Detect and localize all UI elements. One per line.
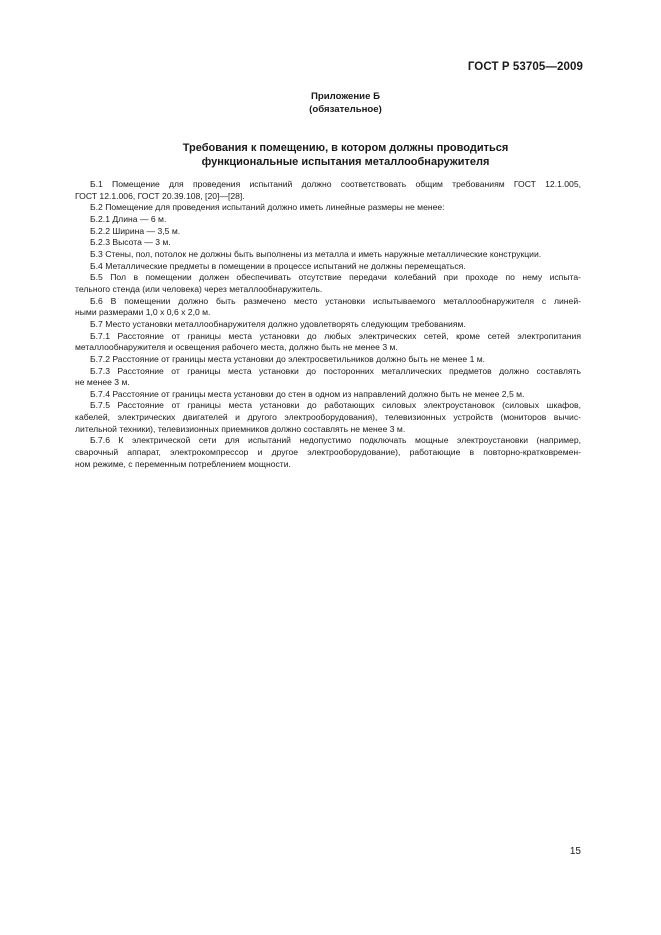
text-line: Б.7.6 К электрической сети для испытаний недопустимо подключать мощные электроустановки (например, [90,435,581,446]
paragraph-b2-3 [60,237,581,249]
page-number: 15 [569,846,581,857]
paragraph-b7-2 [60,354,581,366]
text-line: Б.5 Пол в помещении должен обеспечивать отсутствие передачи колебаний при проходе по нему испыта- [90,272,581,283]
text-line: ными размерами 1,0 х 0,6 х 2,0 м. [75,307,211,318]
text-line: кабелей, электрических двигателей и другого электрооборудования), телевизионных устройств (мониторов вычис- [75,412,581,423]
section-title-line-2: функциональные испытания металлообнаружителя [201,156,490,168]
text-line: Б.4 Металлические предметы в помещении в процессе испытаний не должны перемещаться. [90,260,466,271]
text-line: Б.3 Стены, пол, потолок не должны быть выполнены из металла и иметь наружные металлические конструкции. [90,248,542,259]
text-line: Б.7.1 Расстояние от границы места установки до любых электрических сетей, кроме сетей электропитания [90,330,581,341]
paragraph-b2-1 [60,214,581,226]
paragraph-b7-4 [60,389,581,401]
text-line: ГОСТ 12.1.006, ГОСТ 20.39.108, [20]—[28]. [75,190,245,201]
paragraph-b2-2 [60,226,581,238]
text-line: Б.2 Помещение для проведения испытаний должно иметь линейные размеры не менее: [90,202,445,213]
paragraph-b1 [60,179,581,202]
paragraph-b7-3 [60,366,581,389]
section-heading [0,141,661,169]
paragraph-b7-6 [60,435,581,470]
text-line: Б.6 В помещении должно быть размечено место установки испытываемого металлообнаружителя с линей- [90,295,581,306]
annex-title: Приложение Б [311,91,380,102]
text-line: ном режиме, с переменным потреблением мощности. [75,458,291,469]
paragraph-b7 [60,319,581,331]
text-line: сварочный аппарат, электрокомпрессор и другое электрооборудование), работающие в повторно-кратковремен- [75,447,581,458]
text-line: Б.7.3 Расстояние от границы места установки до посторонних металлических предметов должно составлять [90,365,581,376]
text-line: Б.7.4 Расстояние от границы места установки до стен в одном из направлений должно быть не менее 2,5 м. [90,388,525,399]
text-line: Б.2.2 Ширина — 3,5 м. [90,225,181,236]
text-line: Б.7 Место установки металлообнаружителя должно удовлетворять следующим требованиям. [90,318,466,329]
paragraph-b2 [60,202,581,214]
document-code-header: ГОСТ Р 53705—2009 [467,61,583,73]
text-line: Б.2.1 Длина — 6 м. [90,213,167,224]
annex-heading [0,91,661,116]
paragraph-b7-5 [60,400,581,435]
text-line: Б.1 Помещение для проведения испытаний должно соответствовать общим требованиям ГОСТ 12.1.005, [90,179,581,189]
text-line: лительной техники), телевизионных приемников должно составлять не менее 3 м. [75,423,406,434]
annex-status: (обязательное) [309,103,382,115]
paragraph-b3 [60,249,581,261]
text-line: Б.7.5 Расстояние от границы места установки до работающих силовых электроустановок (силовых шкафов, [90,400,581,411]
paragraph-b7-1 [60,331,581,354]
text-line: металлообнаружителя и освещения рабочего места, должно быть не менее 3 м. [75,342,398,353]
paragraph-b4 [60,261,581,273]
text-line: не менее 3 м. [75,377,130,388]
paragraph-b5 [60,272,581,295]
text-line: Б.2.3 Высота — 3 м. [90,237,171,248]
paragraph-b6 [60,296,581,319]
text-line: тельного стенда (или человека) через металлообнаружитель. [75,283,323,294]
section-title-line-1: Требования к помещению, в котором должны проводиться [182,142,509,154]
text-line: Б.7.2 Расстояние от границы места установки до электросветильников должно быть не менее 1 м. [90,353,486,364]
document-body [60,179,581,470]
